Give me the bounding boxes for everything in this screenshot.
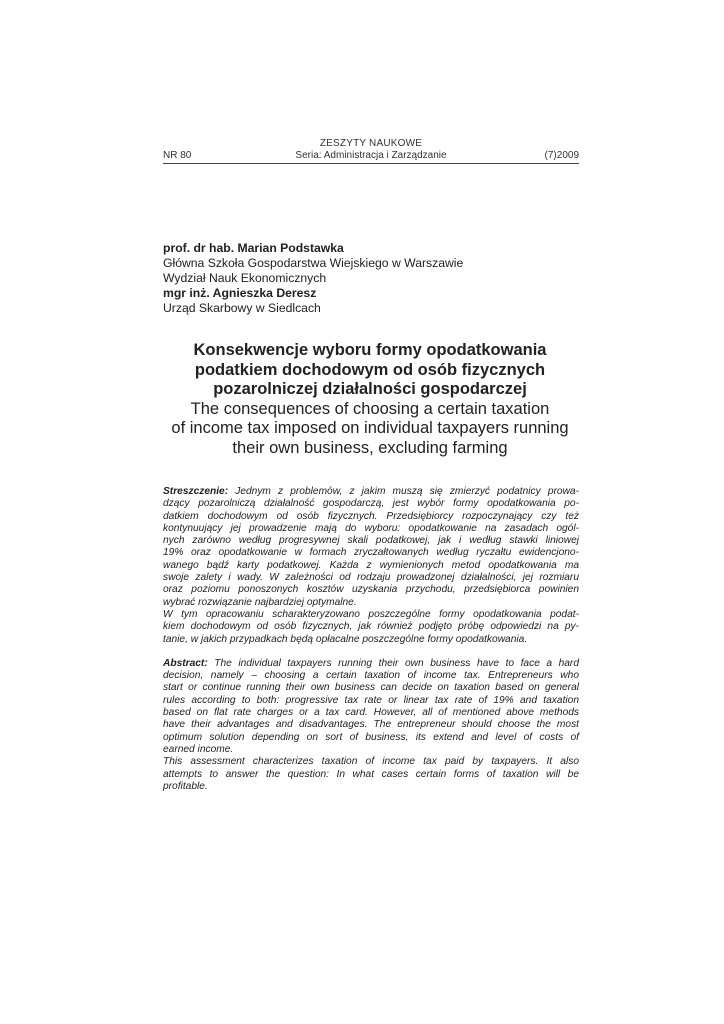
abstract-line: This assessment characterizes taxation of income tax paid by taxpayers. It also — [163, 756, 579, 768]
author-affiliations — [163, 241, 579, 316]
title-polish-line: pozarolniczej działalności gospodarczej — [213, 380, 527, 398]
abstract-line-text: Jednym z problemów, z jakim muszą się zmierzyć podatnicy prowa- — [228, 486, 579, 497]
title-english-line: of income tax imposed on individual taxpayers running — [171, 419, 569, 437]
title-english-line: their own business, excluding farming — [232, 438, 508, 457]
abstract-line: kontynuujący jej prowadzenie mają do wyboru: opodatkowanie na zasadach ogól- — [163, 522, 579, 534]
abstract-line — [163, 658, 579, 670]
abstract-line: 19% oraz opodatkowanie w formach zryczałtowanych według ryczałtu ewidencjono- — [163, 547, 579, 559]
journal-number: NR 80 — [163, 150, 192, 161]
abstract-paragraph — [163, 658, 579, 793]
author-department: Wydział Nauk Ekonomicznych — [163, 271, 327, 285]
author-affiliation: Główna Szkoła Gospodarstwa Wiejskiego w Warszawie — [163, 256, 464, 270]
abstract-line: based on flat rate charges or a tax card. However, all of mentioned above methods — [163, 707, 579, 719]
title-polish-line: podatkiem dochodowym od osób fizycznych — [194, 360, 546, 379]
abstract-line: datkiem dochodowym od osób fizycznych. Przedsiębiorcy rozpoczynający czy też — [163, 510, 579, 522]
abstract-line — [163, 486, 579, 498]
abstract-line: W tym opracowaniu scharakteryzowano poszczególne formy opodatkowania podat- — [163, 608, 579, 620]
abstract-line: nych zarówno według progresywnej skali podatkowej, jak i według stawki liniowej — [163, 535, 579, 547]
paper-title — [150, 341, 590, 458]
abstract-line: earned income. — [163, 743, 234, 755]
author-name: prof. dr hab. Marian Podstawka — [163, 241, 344, 255]
abstract-line: tanie, w jakich przypadkach będą opłacalne poszczególne formy opodatkowania. — [163, 633, 528, 645]
journal-series: Seria: Administracja i Zarządzanie — [295, 150, 447, 161]
abstract-line: kiem dochodowym od osób fizycznych, jak również podjęto próbę odpowiedzi na py- — [163, 621, 579, 633]
author-affiliation: Urząd Skarbowy w Siedlcach — [163, 301, 321, 315]
author-name: mgr inż. Agnieszka Deresz — [163, 286, 317, 300]
paragraph-gap — [163, 646, 579, 658]
abstract-line-text: The individual taxpayers running their own business have to face a hard — [207, 657, 579, 669]
header-rule-row — [163, 150, 579, 164]
abstract-line: optimum solution depending on sort of business, its extend and level of costs of — [163, 731, 579, 743]
abstract-line: oraz poziomu ponoszonych kosztów uzyskania przychodu, przedsiębiorca powinien — [163, 584, 579, 596]
running-header — [163, 138, 579, 164]
streszczenie-paragraph — [163, 486, 579, 646]
abstract-line: wybrać rozwiązanie najbardziej optymalne. — [163, 596, 357, 608]
abstract-line: swoje zalety i wady. W zależności od rodzaju prowadzonej działalności, jej rozmiaru — [163, 572, 579, 584]
journal-issue: (7)2009 — [544, 150, 579, 161]
abstract-line: start or continue running their own business can decide on taxation based on general — [163, 682, 579, 694]
abstract-line: attempts to answer the question: In what cases certain forms of taxation will be — [163, 768, 579, 780]
abstract-line: dzący pozarolniczą działalność gospodarczą, jest wybór formy opodatkowania po- — [163, 498, 579, 510]
abstract-label: Abstract: — [163, 657, 208, 669]
abstracts-section — [163, 486, 579, 793]
title-english-line: The consequences of choosing a certain taxation — [190, 399, 550, 418]
abstract-line: wanego bądź karty podatkowej. Każda z wymienionych metod opodatkowania ma — [163, 559, 579, 571]
streszczenie-label: Streszczenie: — [163, 486, 229, 497]
abstract-line: profitable. — [163, 780, 208, 792]
abstract-line: rules according to both: progressive tax rate or linear tax rate of 19% and taxation — [163, 694, 579, 706]
abstract-line: decision, namely – choosing a certain taxation of income tax. Entrepreneurs who — [163, 670, 579, 682]
abstract-line: have their advantages and disadvantages. The entrepreneur should choose the most — [163, 719, 579, 731]
title-polish-line: Konsekwencje wyboru formy opodatkowania — [193, 341, 547, 359]
journal-name: ZESZYTY NAUKOWE — [319, 138, 423, 149]
